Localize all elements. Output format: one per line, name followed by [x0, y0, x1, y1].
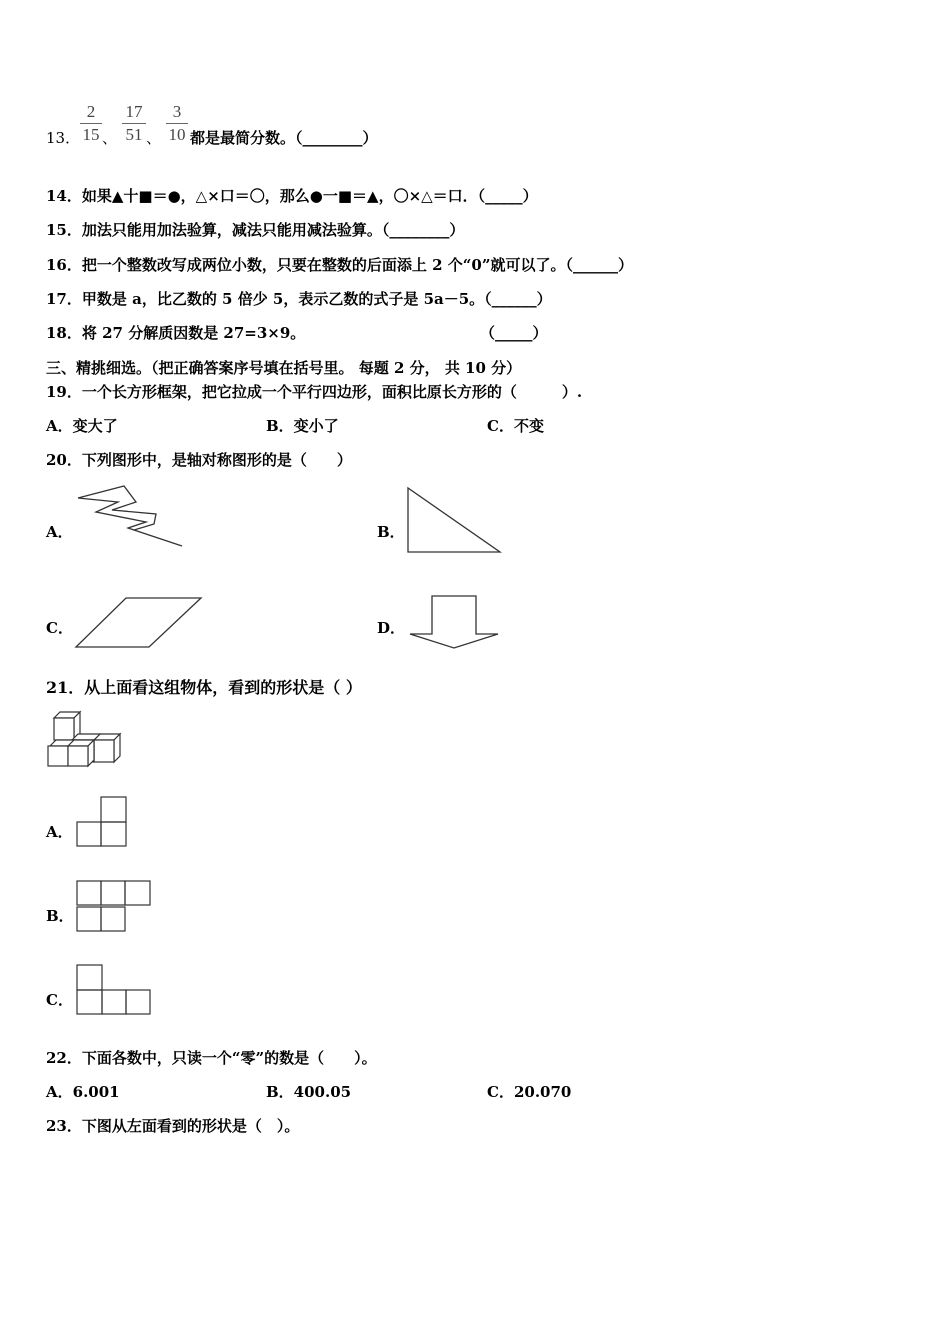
q21-option-c-label[interactable]: C． — [46, 991, 73, 1009]
question-21: 21．从上面看这组物体，看到的形状是（ ） — [46, 678, 362, 697]
down-arrow-figure — [406, 594, 502, 650]
fraction-3: 3 10 — [166, 102, 188, 145]
question-16: 16．把一个整数改写成两位小数，只要在整数的后面添上 2 个“0”就可以了。（______） — [46, 256, 633, 274]
q13-number: 13． — [46, 129, 81, 147]
q21-option-c-shape — [76, 964, 154, 1018]
fraction-2: 17 51 — [122, 102, 146, 145]
q19-option-a[interactable]: A．变大了 — [46, 417, 118, 435]
q22-option-b[interactable]: B．400.05 — [266, 1083, 352, 1101]
question-18-blank: （_____） — [480, 324, 548, 342]
q20-option-c-label[interactable]: C． — [46, 619, 73, 637]
question-14: 14．如果▲十■＝●，△×口＝〇，那么●一■＝▲，〇×△＝口．（_____） — [46, 187, 538, 205]
q20-option-d-label[interactable]: D． — [377, 619, 406, 637]
fraction-separator: 、 — [102, 129, 118, 147]
q21-option-b-label[interactable]: B． — [46, 907, 74, 925]
section-3-heading: 三、精挑细选。（把正确答案序号填在括号里。 每题 2 分， 共 10 分） — [46, 359, 522, 377]
question-17: 17．甲数是 a，比乙数的 5 倍少 5，表示乙数的式子是 5a－5。（______） — [46, 290, 552, 308]
q19-option-b[interactable]: B．变小了 — [266, 417, 339, 435]
question-19: 19．一个长方形框架，把它拉成一个平行四边形，面积比原长方形的（ ）. — [46, 383, 583, 401]
question-18: 18．将 27 分解质因数是 27=3×9。 — [46, 324, 306, 342]
cube-stack-figure — [46, 710, 122, 766]
fraction-1: 2 15 — [80, 102, 102, 145]
question-20: 20．下列图形中，是轴对称图形的是（ ） — [46, 451, 352, 469]
q22-option-a[interactable]: A．6.001 — [46, 1083, 120, 1101]
parallelogram-figure — [74, 596, 204, 650]
q19-option-c[interactable]: C．不变 — [487, 417, 544, 435]
question-15: 15．加法只能用加法验算，减法只能用减法验算。（________） — [46, 221, 465, 239]
question-23: 23．下图从左面看到的形状是（ ）。 — [46, 1117, 300, 1135]
q21-option-b-shape — [76, 880, 154, 934]
q20-option-b-label[interactable]: B． — [377, 523, 405, 541]
fraction-separator: 、 — [146, 129, 162, 147]
q21-option-a-label[interactable]: A． — [46, 823, 73, 841]
q22-option-c[interactable]: C．20.070 — [487, 1083, 572, 1101]
q20-option-a-label[interactable]: A． — [46, 523, 73, 541]
q13-text: 都是最简分数。（________） — [190, 129, 378, 147]
lightning-shape-figure — [76, 484, 186, 550]
q21-option-a-shape — [76, 796, 130, 850]
right-triangle-figure — [406, 486, 502, 556]
question-22: 22．下面各数中，只读一个“零”的数是（ ）。 — [46, 1049, 377, 1067]
